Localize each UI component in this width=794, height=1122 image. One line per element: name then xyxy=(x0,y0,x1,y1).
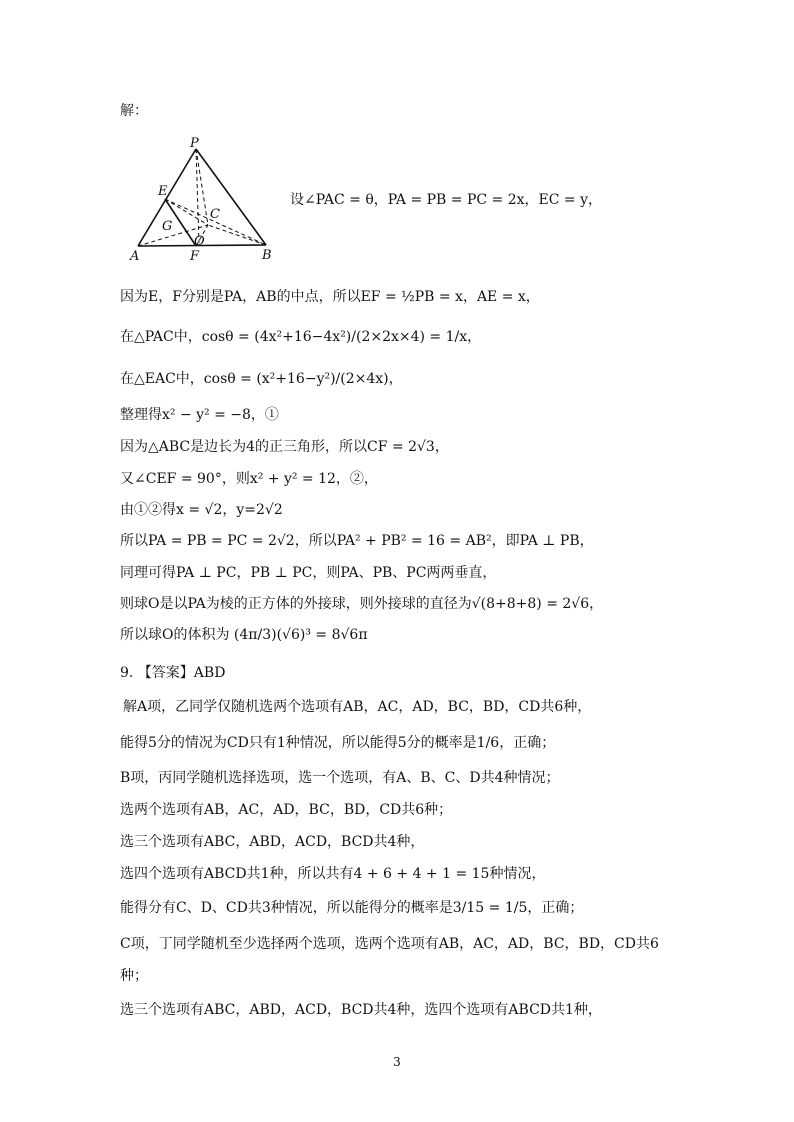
page-number: 3 xyxy=(393,1055,401,1069)
solution-line-23: 选三个选项有ABC，ABD，ACD，BCD共4种，选四个选项有ABCD共1种， xyxy=(120,1002,602,1018)
edge-BC xyxy=(208,225,266,245)
answer-heading: 9. 【答案】ABD xyxy=(120,665,226,681)
solution-line-12: 所以球O的体积为 (4π/3)(√6)³ = 8√6π xyxy=(120,627,368,643)
solution-line-10: 同理可得PA ⊥ PC，PB ⊥ PC，则PA、PB、PC两两垂直， xyxy=(120,565,497,581)
solution-line-6: 因为△ABC是边长为4的正三角形，所以CF = 2√3， xyxy=(120,439,449,455)
label-C: C xyxy=(210,207,220,222)
solution-line-17: 选两个选项有AB，AC，AD，BC，BD，CD共6种； xyxy=(120,802,453,818)
solution-line-20: 能得分有C、D、CD共3种情况，所以能得分的概率是3/15 = 1/5，正确； xyxy=(120,900,584,916)
tetrahedron-figure xyxy=(128,133,278,263)
solution-line-11: 则球O是以PA为棱的正方体的外接球，则外接球的直径为√(8+8+8) = 2√6， xyxy=(120,596,604,612)
setup-line: 设∠PAC = θ，PA = PB = PC = 2x，EC = y， xyxy=(290,192,602,208)
label-P: P xyxy=(190,136,199,151)
edge-PB xyxy=(196,149,266,245)
solution-line-14: 解A项，乙同学仅随机选两个选项有AB，AC，AD，BC，BD，CD共6种， xyxy=(123,699,592,715)
label-E: E xyxy=(158,184,168,199)
label-A: A xyxy=(130,249,140,263)
solution-line-3: 在△PAC中，cosθ = (4x²+16−4x²)/(2×2x×4) = 1/x， xyxy=(120,329,482,345)
solution-line-7: 又∠CEF = 90°，则x² + y² = 12，②， xyxy=(120,471,378,487)
label-O: O xyxy=(194,234,205,249)
solution-line-21: C项，丁同学随机至少选择两个选项，选两个选项有AB，AC，AD，BC，BD，CD共6 xyxy=(120,936,659,952)
label-F: F xyxy=(190,249,200,263)
solution-line-5: 整理得x² − y² = −8，① xyxy=(120,407,279,423)
solution-line-22: 种； xyxy=(120,968,148,984)
solution-line-8: 由①②得x = √2，y=2√2 xyxy=(120,502,283,518)
solution-line-4: 在△EAC中，cosθ = (x²+16−y²)/(2×4x)， xyxy=(120,371,403,387)
solution-line-2: 因为E，F分别是PA，AB的中点，所以EF = ½PB = x，AE = x， xyxy=(120,289,540,305)
solution-line-9: 所以PA = PB = PC = 2√2，所以PA² + PB² = 16 = AB²，即PA ⊥ PB， xyxy=(120,533,594,549)
answer-intro: 解： xyxy=(120,103,148,119)
label-G: G xyxy=(162,219,173,234)
solution-line-19: 选四个选项有ABCD共1种，所以共有4 + 6 + 4 + 1 = 15种情况， xyxy=(120,866,546,882)
label-B: B xyxy=(262,248,272,263)
solution-line-18: 选三个选项有ABC，ABD，ACD，BCD共4种， xyxy=(120,834,425,850)
solution-line-16: B项，丙同学随机选择选项，选一个选项，有A、B、C、D共4种情况； xyxy=(120,770,560,786)
solution-line-15: 能得5分的情况为CD只有1种情况，所以能得5分的概率是1/6，正确； xyxy=(120,735,556,751)
